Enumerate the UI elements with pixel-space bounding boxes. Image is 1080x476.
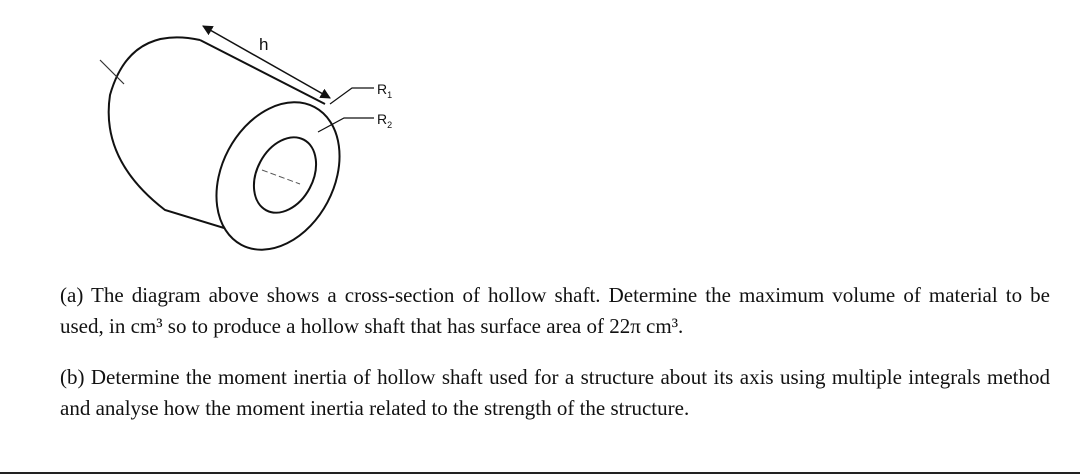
question-part-b: (b) Determine the moment inertia of hollow shaft used for a structure about its axis using multiple integrals method and analyse how the moment inertia related to the strength of the structure. bbox=[60, 365, 1050, 420]
axis-line-left bbox=[100, 60, 124, 84]
r1-leader-line bbox=[330, 88, 374, 104]
r2-label: $R_2$ bbox=[377, 111, 393, 130]
question-part-a: (a) The diagram above shows a cross-section of hollow shaft. Determine the maximum volume of material to be used, in cm³ so to produce a hollow shaft that has surface area of 22π cm³. bbox=[60, 283, 1050, 338]
height-label: h bbox=[259, 35, 269, 54]
hollow-shaft-diagram bbox=[0, 0, 460, 270]
bottom-divider bbox=[0, 472, 1080, 474]
r1-label: $R_1$ bbox=[377, 81, 393, 100]
